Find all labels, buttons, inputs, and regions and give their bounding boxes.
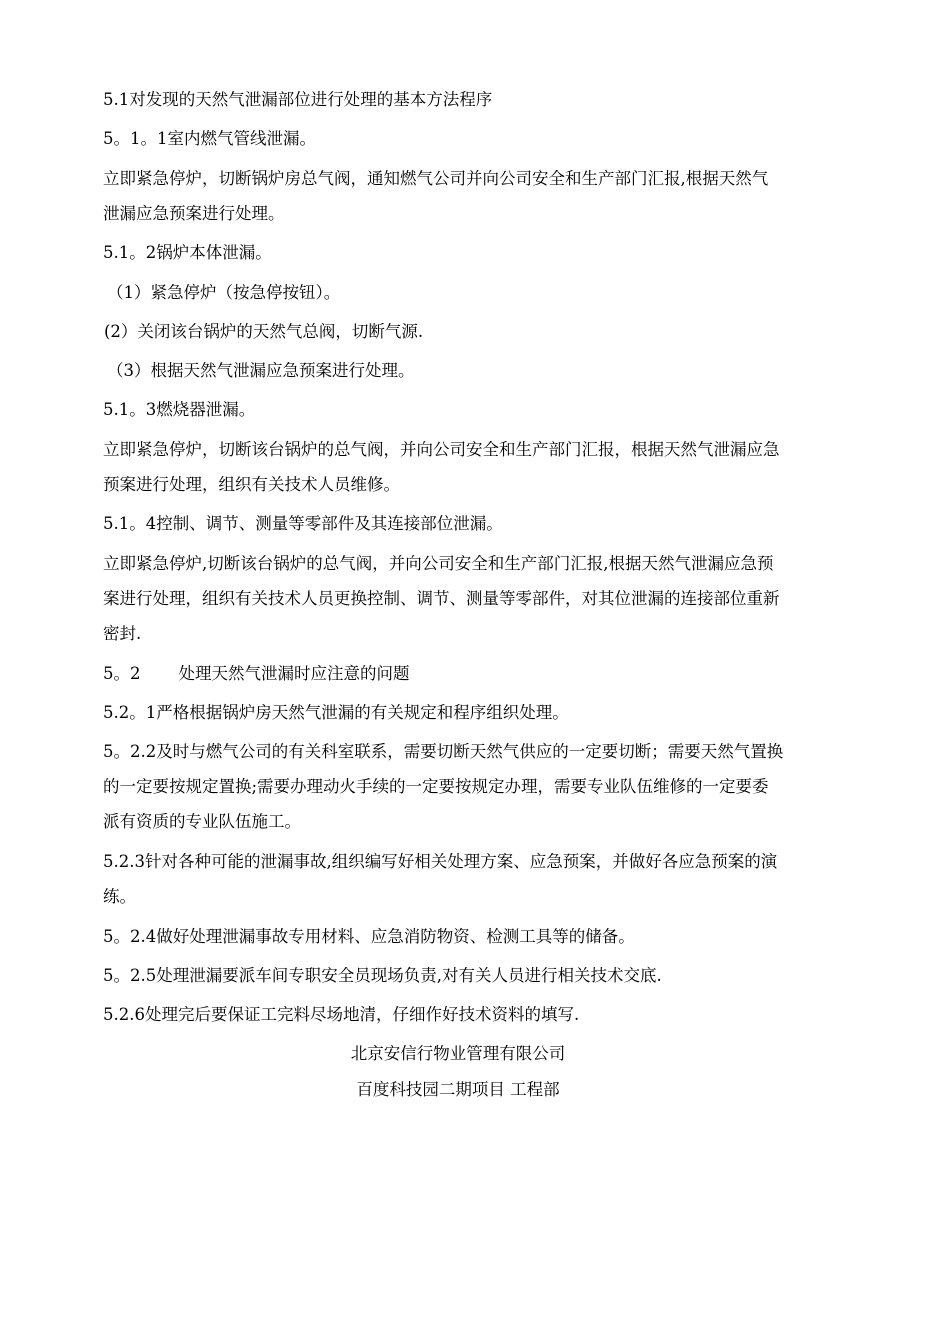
- paragraph-line: 立即紧急停炉，切断该台锅炉的总气阀，并向公司安全和生产部门汇报，根据天然气泄漏应急: [103, 440, 780, 459]
- subheading-5-2-1: 5.2。1严格根据锅炉房天然气泄漏的有关规定和程序组织处理。: [103, 703, 569, 722]
- paragraph-line: 练。: [103, 887, 136, 906]
- paragraph-line: 泄漏应急预案进行处理。: [103, 204, 285, 223]
- paragraph-line: 派有资质的专业队伍施工。: [103, 812, 301, 831]
- paragraph-line: 5.2.3针对各种可能的泄漏事故,组织编写好相关处理方案、应急预案，并做好各应急预案的演: [103, 852, 778, 871]
- paragraph-line: 案进行处理，组织有关技术人员更换控制、调节、测量等零部件，对其位泄漏的连接部位重新: [103, 589, 780, 608]
- list-item: (2）关闭该台锅炉的天然气总阀，切断气源.: [104, 322, 424, 341]
- paragraph-line: 密封.: [103, 624, 142, 643]
- subheading-5-1-3: 5.1。3燃烧器泄漏。: [103, 400, 256, 419]
- paragraph-line: 立即紧急停炉，切断锅炉房总气阀，通知燃气公司并向公司安全和生产部门汇报,根据天然气: [103, 169, 769, 188]
- paragraph-line: 5。2.2及时与燃气公司的有关科室联系，需要切断天然气供应的一定要切断；需要天然气置换: [103, 742, 784, 761]
- subheading-5-2-4: 5。2.4做好处理泄漏事故专用材料、应急消防物资、检测工具等的储备。: [103, 927, 635, 946]
- subheading-5-2-5: 5。2.5处理泄漏要派车间专职安全员现场负责,对有关人员进行相关技术交底.: [103, 966, 662, 985]
- list-item: （3）根据天然气泄漏应急预案进行处理。: [107, 361, 415, 380]
- subheading-5-2-6: 5.2.6处理完后要保证工完料尽场地清，仔细作好技术资料的填写.: [103, 1005, 580, 1024]
- subheading-5-1-1: 5。1。1室内燃气管线泄漏。: [103, 129, 316, 148]
- signature-company: 北京安信行物业管理有限公司: [350, 1044, 566, 1063]
- paragraph-line: 预案进行处理，组织有关技术人员维修。: [103, 475, 400, 494]
- signature-department: 百度科技园二期项目 工程部: [356, 1080, 560, 1099]
- section-heading-5-1: 5.1对发现的天然气泄漏部位进行处理的基本方法程序: [103, 90, 493, 109]
- list-item: （1）紧急停炉（按急停按钮）。: [107, 283, 341, 302]
- subheading-5-1-4: 5.1。4控制、调节、测量等零部件及其连接部位泄漏。: [103, 514, 503, 533]
- paragraph-line: 的一定要按规定置换;需要办理动火手续的一定要按规定办理，需要专业队伍维修的一定要委: [103, 777, 769, 796]
- section-title: 处理天然气泄漏时应注意的问题: [178, 664, 410, 683]
- paragraph-line: 立即紧急停炉,切断该台锅炉的总气阀，并向公司安全和生产部门汇报,根据天然气泄漏应急预: [103, 554, 774, 573]
- subheading-5-1-2: 5.1。2锅炉本体泄漏。: [103, 243, 272, 262]
- section-number: 5。2: [103, 664, 141, 683]
- section-heading-5-2: [103, 662, 410, 686]
